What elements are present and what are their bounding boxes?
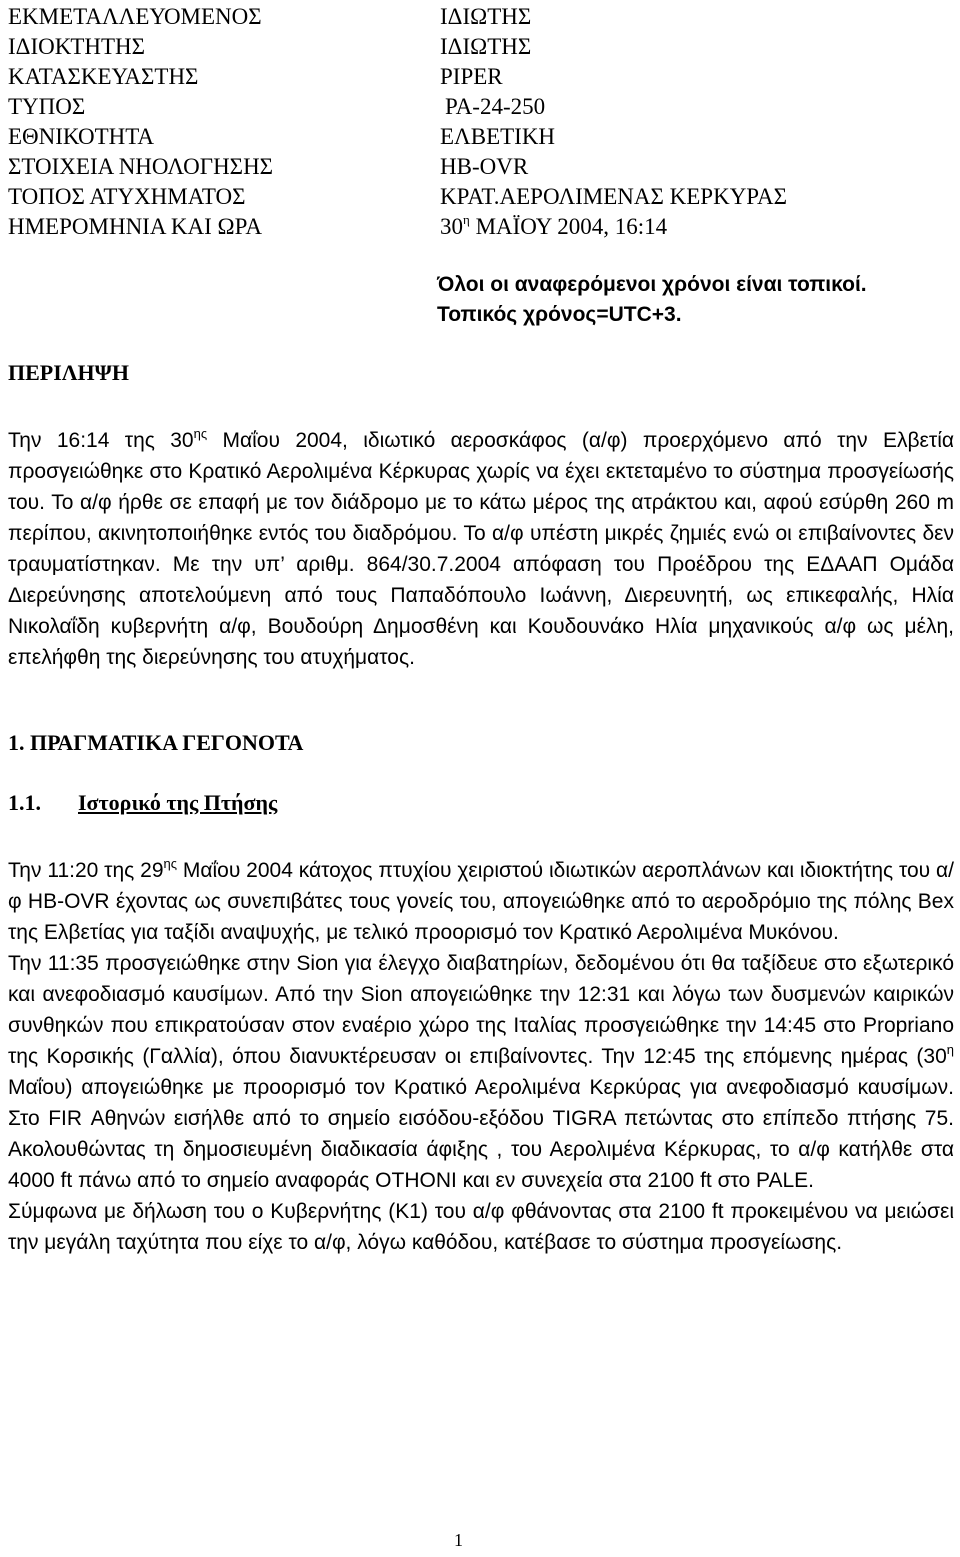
header-value: PA-24-250 bbox=[445, 94, 546, 119]
summary-superscript: ης bbox=[193, 426, 208, 441]
header-value: PIPER bbox=[440, 64, 503, 89]
header-value: ΙΔΙΩΤΗΣ bbox=[440, 34, 532, 59]
header-value-date bbox=[440, 212, 667, 242]
header-value: ΕΛΒΕΤΙΚΗ bbox=[440, 124, 556, 149]
header-label: ΚΑΤΑΣΚΕΥΑΣΤΗΣ bbox=[8, 64, 199, 89]
header-label: ΕΚΜΕΤΑΛΛΕΥΟΜΕΝΟΣ bbox=[8, 4, 262, 29]
flight-history-paragraph bbox=[8, 855, 954, 948]
summary-text: Μαΐου 2004, ιδιωτικό αεροσκάφος (α/φ) προερχόμενο από την Ελβετία προσγειώθηκε στο Κρατικό Αερολιμένα Κέρκυρας χωρίς να έχει εκτεταμένο το σύστημα προσγείωσής του. Το α/φ ήρθε σε επαφή με τον διάδρομο με το κάτω μέρος της ατράκτου και, αφού εσύρθη 260 m περίπου, ακινητοποιήθηκε εντός του διαδρόμου. Το α/φ υπέστη μικρές ζημιές ενώ οι επιβαίνοντες δεν τραυματίστηκαν. Με την υπ’ αριθμ. 864/30.7.2004 απόφαση του Προέδρου της ΕΔΑΑΠ Ομάδα Διερεύνησης αποτελούμενη από τους Παπαδόπουλο Ιωάννη, Διερευνητή, ως επικεφαλής, Ηλία Νικολαΐδη κυβερνήτη α/φ, Βουδούρη Δημοσθένη και Κουδουνάκο Ηλία μηχανικούς α/φ ως μέλη, επελήφθη της διερεύνησης του ατυχήματος. bbox=[8, 429, 955, 669]
paragraph-superscript: ης bbox=[163, 856, 177, 871]
summary-paragraph bbox=[8, 425, 954, 673]
note-line: Όλοι οι αναφερόμενοι χρόνοι είναι τοπικοί. bbox=[437, 273, 867, 296]
note-line: Τοπικός χρόνος=UTC+3. bbox=[437, 303, 682, 326]
paragraph-superscript: η bbox=[946, 1042, 954, 1057]
summary-heading: ΠΕΡΙΛΗΨΗ bbox=[8, 360, 129, 385]
flight-history-paragraph: Σύμφωνα με δήλωση του ο Κυβερνήτης (Κ1) του α/φ φθάνοντας στα 2100 ft προκειμένου να μειώσει την μεγάλη ταχύτητα που είχε το α/φ, λόγω καθόδου, κατέβασε το σύστημα προσγείωσης. bbox=[8, 1200, 954, 1254]
header-value: ΚΡΑΤ.ΑΕΡΟΛΙΜΕΝΑΣ ΚΕΡΚΥΡΑΣ bbox=[440, 184, 788, 209]
header-label: ΤΟΠΟΣ ΑΤΥΧΗΜΑΤΟΣ bbox=[8, 184, 246, 209]
subsection-number: 1.1. bbox=[8, 790, 41, 815]
flight-history-paragraph bbox=[8, 948, 954, 1196]
header-value: ΙΔΙΩΤΗΣ bbox=[440, 4, 532, 29]
subsection-title: Ιστορικό της Πτήσης bbox=[78, 790, 278, 815]
paragraph-text: Μαΐου 2004 κάτοχος πτυχίου χειριστού ιδιωτικών αεροπλάνων και ιδιοκτήτης του α/φ HB-OVR έχοντας ως συνεπιβάτες τους γονείς του, απογειώθηκε από το αεροδρόμιο της πόλης Bex της Ελβετίας για ταξίδι αναψυχής, με τελικό προορισμό τον Κρατικό Αερολιμένα Μυκόνου. bbox=[8, 859, 955, 944]
header-value: HB-OVR bbox=[440, 154, 529, 179]
header-label: ΤΥΠΟΣ bbox=[8, 94, 86, 119]
header-label: ΙΔΙΟΚΤΗΤΗΣ bbox=[8, 34, 146, 59]
paragraph-text: Την 11:20 της 29 bbox=[8, 859, 164, 882]
date-day: 30 bbox=[440, 214, 463, 239]
date-rest: ΜΑΪΟΥ 2004, 16:14 bbox=[469, 214, 668, 239]
header-label: ΕΘΝΙΚΟΤΗΤΑ bbox=[8, 124, 155, 149]
header-label: ΗΜΕΡΟΜΗΝΙΑ ΚΑΙ ΩΡΑ bbox=[8, 214, 262, 239]
section-heading-facts: 1. ΠΡΑΓΜΑΤΙΚΑ ΓΕΓΟΝΟΤΑ bbox=[8, 730, 304, 755]
header-label: ΣΤΟΙΧΕΙΑ ΝΗΟΛΟΓΗΣΗΣ bbox=[8, 154, 274, 179]
paragraph-text: Την 11:35 προσγειώθηκε στην Sion για έλεγχο διαβατηρίων, δεδομένου ότι θα ταξίδευε στο εξωτερικό και ανεφοδιασμό καυσίμων. Από την Sion απογειώθηκε την 12:31 και λόγω των δυσμενών καιρικών συνθηκών που επικρατούσαν στον εναέριο χώρο της Ιταλίας προσγειώθηκε την 14:45 στο Propriano της Κορσικής (Γαλλία), όπου διανυκτέρευσαν οι επιβαίνοντες. Την 12:45 της επόμενης ημέρας (30 bbox=[8, 952, 954, 1068]
local-time-note bbox=[437, 270, 867, 330]
summary-text: Την 16:14 της 30 bbox=[8, 429, 194, 452]
subsection-heading-flight-history bbox=[8, 790, 277, 816]
page-number: 1 bbox=[454, 1530, 463, 1550]
date-superscript: η bbox=[463, 212, 470, 228]
paragraph-text: Μαΐου) απογειώθηκε με προορισμό τον Κρατικό Αερολιμένα Κερκύρας για ανεφοδιασμό καυσίμων. Στο FIR Αθηνών εισήλθε από το σημείο εισόδου-εξόδου TIGRA πετώντας στο επίπεδο πτήσης 75. Ακολουθώντας τη δημοσιευμένη διαδικασία άφιξης , του Αερολιμένα Κέρκυρας, το α/φ κατήλθε στα 4000 ft πάνω από το σημείο αναφοράς OTHONI και εν συνεχεία στα 2100 ft στο PALE. bbox=[8, 1076, 954, 1192]
flight-history-body bbox=[8, 855, 954, 1258]
